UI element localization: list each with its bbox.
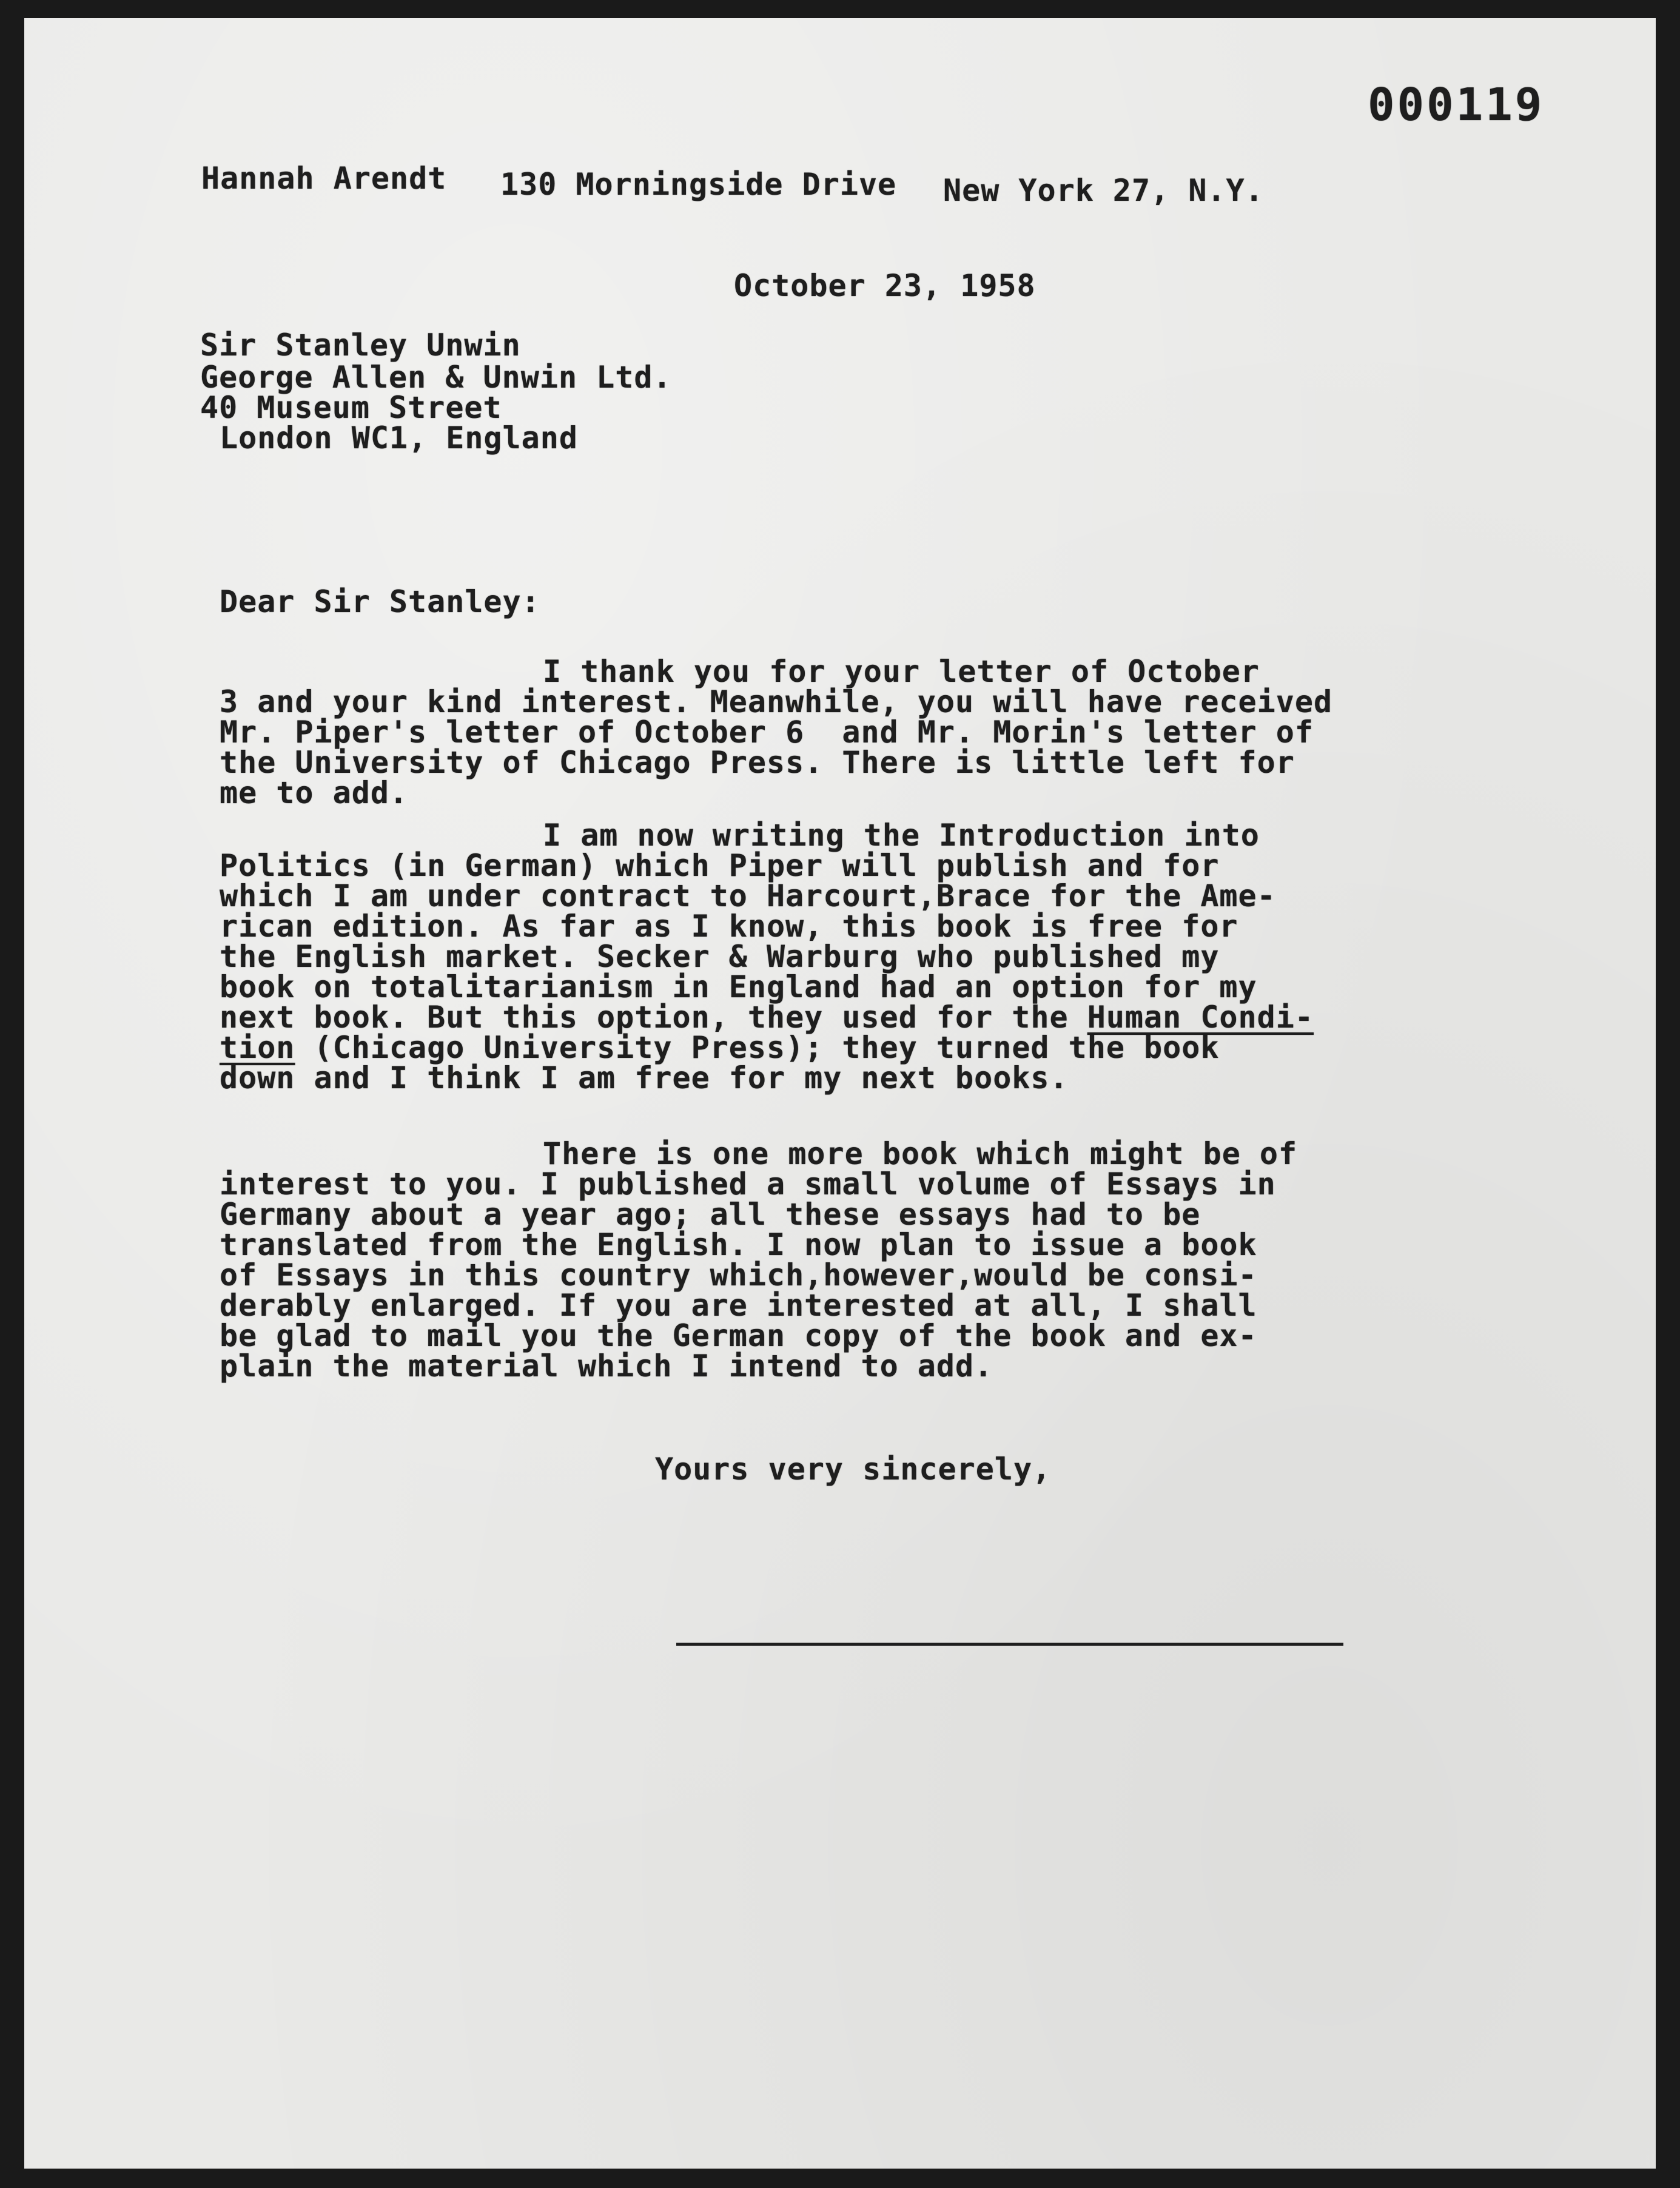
paragraph-line: be glad to mail you the German copy of the book and ex- xyxy=(220,1318,1257,1353)
closing: Yours very sincerely, xyxy=(655,1452,1052,1487)
paragraph-line: I am now writing the Introduction into xyxy=(543,818,1260,853)
archive-serial-number: 000119 xyxy=(1368,79,1545,131)
letter-date: October 23, 1958 xyxy=(734,268,1036,303)
paragraph-line: which I am under contract to Harcourt,Brace for the Ame- xyxy=(220,878,1276,914)
paragraph-line: me to add. xyxy=(220,775,409,810)
paragraph-line: book on totalitarianism in England had an option for my xyxy=(220,969,1257,1005)
salutation: Dear Sir Stanley: xyxy=(220,584,540,619)
paragraph-line: 3 and your kind interest. Meanwhile, you will have received xyxy=(220,684,1333,719)
book-title-human-condition: Human Condi- xyxy=(1087,1000,1314,1035)
paragraph-line: Germany about a year ago; all these essays had to be xyxy=(220,1197,1201,1232)
letterhead-street: 130 Morningside Drive xyxy=(500,167,897,202)
paragraph-line: derably enlarged. If you are interested at all, I shall xyxy=(220,1288,1257,1323)
recipient-city: London WC1, England xyxy=(220,420,578,456)
paragraph-line: Politics (in German) which Piper will publish and for xyxy=(220,848,1220,883)
paragraph-line: Mr. Piper's letter of October 6 and Mr. Morin's letter of xyxy=(220,715,1314,750)
paragraph-line: interest to you. I published a small volume of Essays in xyxy=(220,1166,1276,1202)
paragraph-line: I thank you for your letter of October xyxy=(543,654,1260,689)
recipient-street: 40 Museum Street xyxy=(200,390,502,425)
paragraph-line: rican edition. As far as I know, this book is free for xyxy=(220,909,1238,944)
letterhead-city: New York 27, N.Y. xyxy=(943,173,1264,208)
paragraph-line-text: next book. But this option, they used for the xyxy=(220,1000,1087,1035)
paragraph-line: the University of Chicago Press. There is little left for xyxy=(220,745,1295,780)
book-title-continuation: tion xyxy=(220,1030,295,1065)
recipient-name: Sir Stanley Unwin xyxy=(200,328,521,363)
paragraph-line: down and I think I am free for my next books. xyxy=(220,1060,1069,1096)
paragraph-line: plain the material which I intend to add. xyxy=(220,1348,993,1384)
paragraph-line: translated from the English. I now plan to issue a book xyxy=(220,1227,1257,1262)
paragraph-line-text: (Chicago University Press); they turned the book xyxy=(295,1030,1220,1065)
paragraph-line: the English market. Secker & Warburg who published my xyxy=(220,939,1220,974)
letterhead-name: Hannah Arendt xyxy=(201,161,447,196)
signature-line xyxy=(676,1643,1343,1646)
paragraph-line: There is one more book which might be of xyxy=(543,1136,1298,1171)
letter-page xyxy=(24,18,1656,2169)
paragraph-line: of Essays in this country which,however,would be consi- xyxy=(220,1257,1257,1293)
recipient-company: George Allen & Unwin Ltd. xyxy=(200,360,672,395)
